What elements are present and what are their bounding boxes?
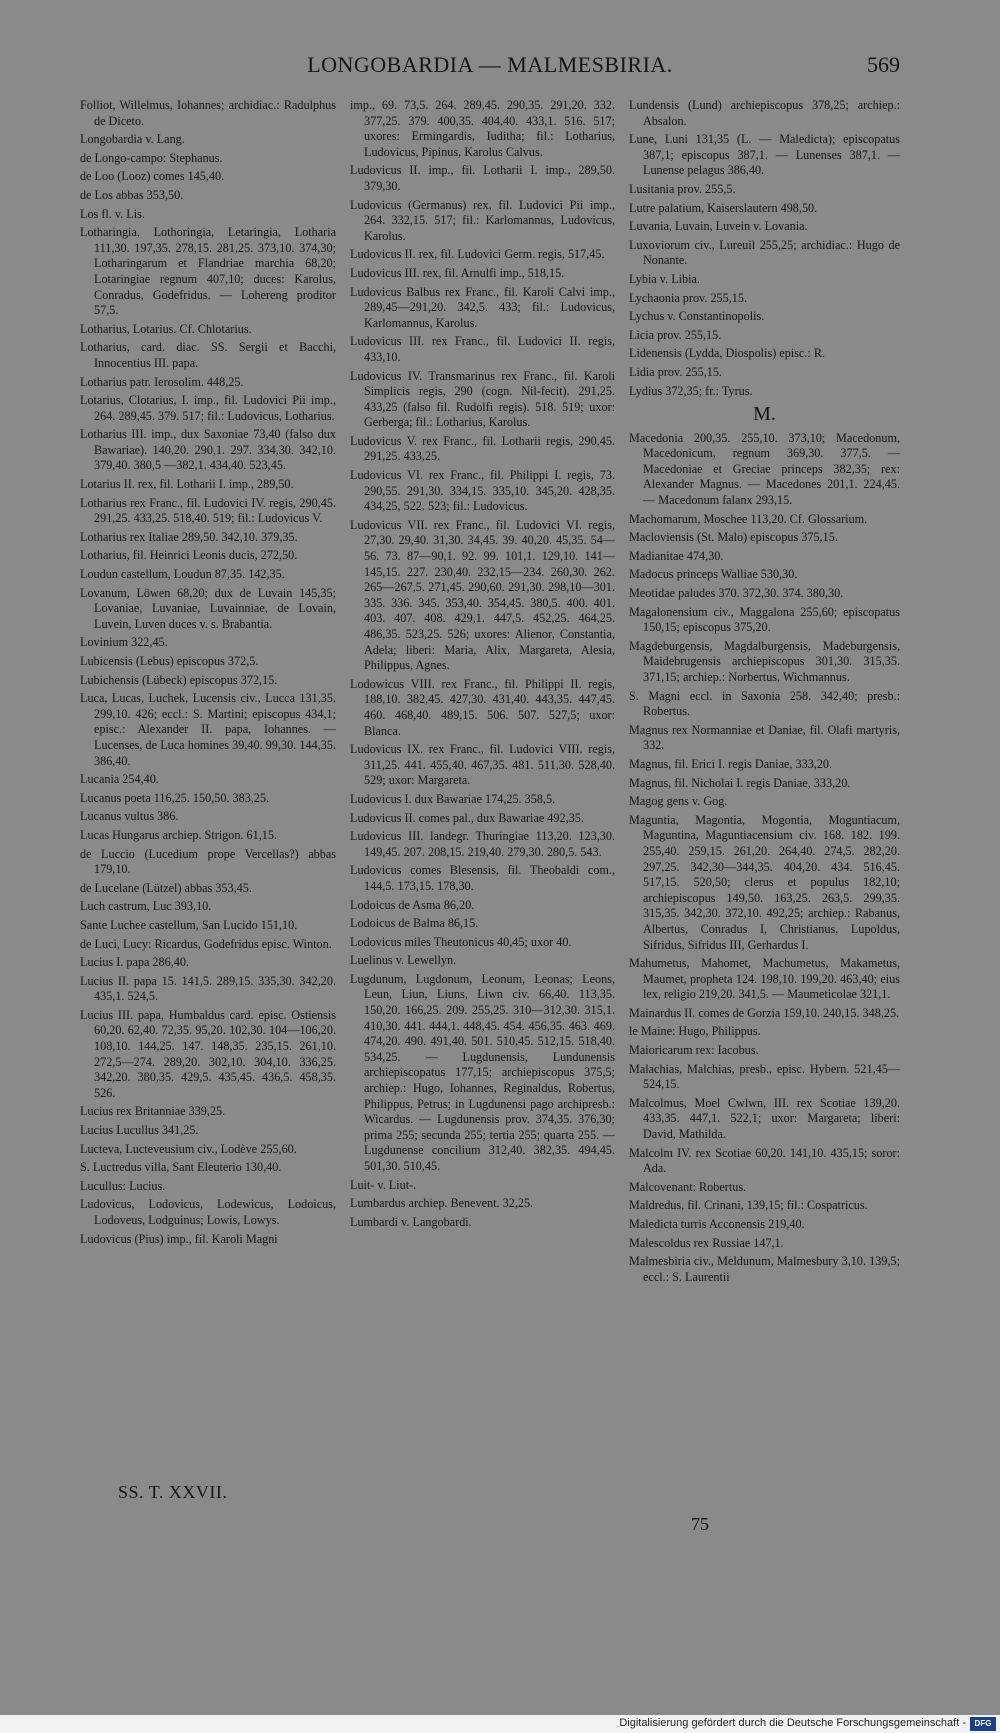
- index-entry: Ludovicus IX. rex Franc., fil. Ludovici VIII. regis, 311,25. 441. 455,40. 467,35. 481. 511,30. 528,40. 529; uxor: Margareta.: [350, 742, 615, 788]
- index-entry: Ludovicus III. rex, fil. Arnulfi imp., 518,15.: [350, 265, 565, 280]
- index-entry: Loudun castellum, Loudun 87,35. 142,35.: [80, 567, 285, 582]
- index-entry: Lidia prov. 255,15.: [629, 364, 722, 379]
- index-entry: de Lucelane (Lützel) abbas 353,45.: [80, 880, 252, 895]
- index-entry: Luxoviorum civ., Lureuil 255,25; archidiac.: Hugo de Nonante.: [629, 237, 900, 268]
- index-entry: Lune, Luni 131,35 (L. — Maledicta); episcopatus 387,1; episcopus 387,1. — Lunenses 387,1. — Lunense pelagus 386,40.: [629, 132, 900, 178]
- index-entry: Mainardus II. comes de Gorzia 159,10. 240,15. 348,25.: [629, 1005, 900, 1020]
- index-entry: Luit- v. Liut-.: [350, 1177, 417, 1192]
- index-entry: Malachias, Malchias, presb., episc. Hybern. 521,45—524,15.: [629, 1061, 900, 1092]
- index-entry: Lotarius II. rex, fil. Lotharii I. imp., 289,50.: [80, 477, 294, 492]
- index-entry: de Luccio (Lucedium prope Vercellas?) abbas 179,10.: [80, 846, 336, 877]
- index-entry: Lubicensis (Lebus) episcopus 372,5.: [80, 654, 259, 668]
- index-entry: Los fl. v. Lis.: [80, 206, 145, 221]
- index-entry: Malcovenant: Robertus.: [629, 1179, 747, 1194]
- index-entry: Lucanus vultus 386.: [80, 809, 179, 824]
- index-entry: Lychus v. Constantinopolis.: [629, 309, 765, 324]
- index-entry: Folliot, Willelmus, Iohannes; archidiac.: Radulphus de Diceto.: [80, 98, 336, 128]
- index-entry: Maldredus, fil. Crinani, 139,15; fil.: Cospatricus.: [629, 1198, 868, 1213]
- index-entry: Ludovicus Balbus rex Franc., fil. Karoli Calvi imp., 289,45—291,20. 342,5. 433; fil.: Ludovicus, Karlomannus, Karolus.: [350, 284, 615, 330]
- index-entry: de Loo (Looz) comes 145,40.: [80, 169, 225, 184]
- index-entry: Malmesbiria civ., Meldunum, Malmesbury 3,10. 139,5; eccl.: S. Laurentii: [629, 1254, 900, 1284]
- index-entry: Lugdunum, Lugdonum, Leonum, Leonas; Leons, Leun, Liun, Liuns, Liwn civ. 66,40. 113,35. 150,20. 166,25. 209. 255,25. 310—312,30. 315,1. 410,30. 441. 444,1. 448,45. 454. 456,35. 463. 469. 474,20. 490. 491,40. 501. 510,45. 512,15. 518,40. 534,25. — Lugdunensis, Lundunensis archiepiscopatus 177,15; archiepiscopus 375,5; archiep.: Hugo, Iohannes, Reginaldus, Robertus, Philippus, Petrus; in Lugdunensi pago archipresb.: Wicardus. — Lugdunensis prov. 374,35. 376,30; prima 255; secunda 255; tertia 255; quarta 255. — Lugdunense concilium 312,40. 382,35. 494,45. 501,30. 510,45.: [350, 971, 615, 1173]
- index-entry: Maioricarum rex: Iacobus.: [629, 1043, 759, 1058]
- index-entry: Lumbardi v. Langobardi.: [350, 1214, 472, 1229]
- index-entry: Macloviensis (St. Malo) episcopus 375,15.: [629, 530, 838, 545]
- index-column-3: [629, 98, 900, 1288]
- index-entry: Ludovicus III. rex Franc., fil. Ludovici II. regis, 433,10.: [350, 334, 615, 364]
- index-entry: Magnus rex Normanniae et Daniae, fil. Olafi martyris, 332.: [629, 722, 900, 753]
- index-entry: Luvania, Luvain, Luvein v. Lovania.: [629, 219, 808, 234]
- index-entry: Maledicta turris Acconensis 219,40.: [629, 1217, 805, 1231]
- index-entry: Lodovicus miles Theutonicus 40,45; uxor 40.: [350, 934, 572, 949]
- index-entry: S. Magni eccl. in Saxonia 258. 342,40; presb.: Robertus.: [629, 688, 900, 719]
- index-entry: Luca, Lucas, Luchek, Lucensis civ., Lucca 131,35. 299,10. 426; eccl.: S. Martini; episcopus 434,1; episc.: Alexander II. papa, Iohannes. — Lucenses, de Luca homines 39,40. 99,30. 144,35. 386,40.: [80, 691, 336, 768]
- index-entry: de Los abbas 353,50.: [80, 187, 184, 202]
- index-entry: Lucius rex Britanniae 339,25.: [80, 1104, 226, 1119]
- index-entry: Ludovicus V. rex Franc., fil. Lotharii regis, 290,45. 291,25. 433,25.: [350, 433, 615, 464]
- signature-mark: SS. T. XXVII.: [118, 1482, 228, 1502]
- index-entry: Ludovicus VII. rex Franc., fil. Ludovici VI. regis, 27,30. 29,40. 31,30. 34,45. 39. 40,20. 45,35. 54—56. 73. 87—90,1. 92. 99. 101,1. 129,10. 141—145,15. 227. 230,40. 232,15—234. 260,30. 262. 265—267,5. 271,45. 290,60. 291,30. 298,10—301. 335. 336. 345. 353,40. 354,45. 380,5. 400. 401. 403. 407. 408. 429,1. 447,5. 452,25. 464,25. 486,35. 523,25. 526; uxores: Alienor, Constantia, Adela; liberi: Maria, Alix, Margareta, Alesia, Philippus, Agnes.: [350, 517, 615, 673]
- index-entry: Lodowicus VIII. rex Franc., fil. Philippi II. regis, 188,10. 382,45. 427,30. 431,40. 443,35. 447,45. 460. 468,40. 489,15. 506. 507. 527,5; uxor: Blanca.: [350, 676, 615, 738]
- index-entry: Lidenensis (Lydda, Diospolis) episc.: R.: [629, 346, 825, 361]
- index-entry: Magnus, fil. Erici I. regis Daniae, 333,20.: [629, 756, 833, 771]
- digitization-footer: [0, 1715, 1000, 1733]
- dfg-logo: DFG: [970, 1717, 996, 1731]
- index-entry: Lodoicus de Balma 86,15.: [350, 916, 479, 931]
- letter-heading: M.: [753, 403, 776, 426]
- index-entry: S. Luctredus villa, Sant Eleuterio 130,40.: [80, 1160, 282, 1175]
- index-entry: Lotharius patr. Ierosolim. 448,25.: [80, 374, 244, 389]
- index-entry: Lucas Hungarus archiep. Strigon. 61,15.: [80, 827, 277, 842]
- index-entry: Ludovicus VI. rex Franc., fil. Philippi I. regis, 73. 290,55. 291,30. 334,15. 335,10. 345,20. 428,35. 434,25, 522. 523; fil.: Ludovicus.: [350, 468, 615, 514]
- footer-credit: Digitalisierung gefördert durch die Deutsche Forschungsgemeinschaft -: [619, 1717, 966, 1729]
- index-entry: Licia prov. 255,15.: [629, 327, 722, 342]
- index-column-1: [80, 98, 336, 1250]
- index-entry: Ludovicus II. rex, fil. Ludovici Germ. regis, 517,45.: [350, 247, 605, 262]
- index-entry: Maguntia, Magontia, Mogontia, Moguntiacum, Maguntina, Maguntiacensium civ. 168. 182. 199. 255,40. 259,15. 261,20. 264,40. 274,5. 282,20. 297,25. 342,30—344,35. 404,20. 434. 516,45. 517,15. 520,50; clerus et populus 182,10; archiepiscopus 149,50. 163,25. 263,5. 299,35. 315,35. 342,30. 372,10. 492,25; archiep.: Rabanus, Albertus, Conradus I, Christianus, Lupoldus, Sifridus, Sifridus III, Gerhardus I.: [629, 812, 900, 952]
- index-entry: Lucius Lucullus 341,25.: [80, 1123, 199, 1138]
- index-entry: Lydius 372,35; fr.: Tyrus.: [629, 383, 753, 398]
- index-entry: Lovanum, Löwen 68,20; dux de Luvain 145,35; Lovaniae, Luvaniae, Luvainniae, de Lovain, Luvein, Luven duces v. s. Brabantia.: [80, 585, 336, 631]
- index-entry: Madocus princeps Walliae 530,30.: [629, 567, 798, 582]
- index-entry: Lotharius rex Italiae 289,50. 342,10. 379,35.: [80, 529, 298, 544]
- index-entry: Malcolm IV. rex Scotiae 60,20. 141,10. 435,15; soror: Ada.: [629, 1145, 900, 1176]
- index-entry: Luch castrum, Luc 393,10.: [80, 899, 212, 914]
- index-entry: Lotharius, Lotarius. Cf. Chlotarius.: [80, 321, 252, 336]
- index-entry: Ludovicus I. dux Bawariae 174,25. 358,5.: [350, 791, 556, 806]
- index-entry: Lutre palatium, Kaiserslautern 498,50.: [629, 200, 818, 215]
- index-entry: Lovinium 322,45.: [80, 635, 168, 650]
- index-entry: Lucius II. papa 15. 141,5. 289,15. 335,30. 342,20. 435,1. 524,5.: [80, 973, 336, 1004]
- index-entry: le Maine: Hugo, Philippus.: [629, 1024, 761, 1039]
- index-entry: Malescoldus rex Russiae 147,1.: [629, 1235, 784, 1250]
- sheet-number: 75: [691, 1514, 709, 1534]
- index-entry: Lucteva, Lucteveusium civ., Lodève 255,60.: [80, 1141, 297, 1156]
- index-entry: Ludovicus III. landegr. Thuringiae 113,20. 123,30. 149,45. 207. 208,15. 219,40. 279,30. 280,5. 543.: [350, 829, 615, 859]
- index-entry: Magnus, fil. Nicholai I. regis Daniae, 333,20.: [629, 775, 851, 790]
- index-entry: Lybia v. Libia.: [629, 271, 700, 286]
- index-entry: Magalonensium civ., Maggalona 255,60; episcopatus 150,15; episcopus 375,20.: [629, 604, 900, 635]
- page-number: 569: [867, 52, 900, 77]
- index-entry: Luelinus v. Lewellyn.: [350, 953, 457, 968]
- index-entry: Lodoicus de Asma 86,20.: [350, 897, 475, 912]
- index-entry: Macedonia 200,35. 255,10. 373,10; Macedonum, Macedonicum, regnum 369,30. 377,5. — Macedoniae et Greciae princeps 382,35; rex: Alexander Magnus. — Macedones 201,1. 224,45. — Macedonum falanx 293,15.: [629, 430, 900, 508]
- index-entry: Sante Luchee castellum, San Lucido 151,10.: [80, 917, 298, 932]
- index-entry: Lotarius, Clotarius, I. imp., fil. Ludovici Pii imp., 264. 289,45. 379. 517; fil.: Ludovicus, Lotharius.: [80, 393, 336, 423]
- index-entry: Lotharius rex Franc., fil. Ludovici IV. regis, 290,45. 291,25. 433,25. 518,40. 519; fil.: Ludovicus V.: [80, 495, 336, 526]
- index-entry: de Longo-campo: Stephanus.: [80, 150, 223, 165]
- index-entry: Magog gens v. Gog.: [629, 794, 728, 809]
- index-entry: Lucania 254,40.: [80, 772, 159, 787]
- index-entry: Meotidae paludes 370. 372,30. 374. 380,30.: [629, 586, 844, 601]
- index-entry: Ludovicus, Lodovicus, Lodewicus, Lodoicus, Lodoveus, Lodguinus; Lowis, Lowys.: [80, 1197, 336, 1227]
- index-entry: Lotharius, card. diac. SS. Sergii et Bacchi, Innocentius III. papa.: [80, 340, 336, 370]
- index-entry: Malcolmus, Moel Cwlwn, III. rex Scotiae 139,20. 433,35. 447,1. 522,1; uxor: Margareta; liberi: David, Mathilda.: [629, 1095, 900, 1142]
- index-entry: Lusitania prov. 255,5.: [629, 181, 736, 196]
- index-entry: Lubichensis (Lübeck) episcopus 372,15.: [80, 672, 278, 687]
- index-entry: Lucius I. papa 286,40.: [80, 955, 189, 970]
- index-entry: Madianitae 474,30.: [629, 548, 724, 563]
- index-entry: Ludovicus II. comes pal., dux Bawariae 492,35.: [350, 810, 584, 825]
- index-entry: Lumbardus archiep. Benevent. 32,25.: [350, 1196, 534, 1211]
- index-entry: Lotharius III. imp., dux Saxoniae 73,40 (falso dux Bawariae). 140,20. 290,1. 297. 334,30. 342,10. 379,40. 380,5 —382,1. 434,40. 523,45.: [80, 427, 336, 473]
- index-entry: Lotharius, fil. Heinrici Leonis ducis, 272,50.: [80, 548, 298, 563]
- index-entry: Machomarum, Moschee 113,20. Cf. Glossarium.: [629, 511, 868, 526]
- index-entry: Lychaonia prov. 255,15.: [629, 290, 748, 305]
- index-entry: Lundensis (Lund) archiepiscopus 378,25; archiep.: Absalon.: [629, 98, 900, 128]
- index-entry: Ludovicus (Germanus) rex, fil. Ludovici Pii imp., 264. 332,15. 517; fil.: Karlomannus, Ludovicus, Karolus.: [350, 197, 615, 243]
- index-entry: Mahumetus, Mahomet, Machumetus, Makametus, Maumet, propheta 124. 198,10. 199,20. 463,40; eius lex, religio 219,20. 341,5. — Maumeticolae 321,1.: [629, 956, 900, 1002]
- running-title: LONGOBARDIA — MALMESBIRIA.: [307, 52, 673, 77]
- index-entry: Lucanus poeta 116,25. 150,50. 383,25.: [80, 790, 270, 805]
- index-entry: Ludovicus comes Blesensis, fil. Theobaldi com., 144,5. 173,15. 178,30.: [350, 863, 615, 893]
- page-header: [80, 52, 900, 84]
- index-entry: Ludovicus II. imp., fil. Lotharii I. imp., 289,50. 379,30.: [350, 163, 615, 193]
- index-entry: Lucullus: Lucius.: [80, 1178, 166, 1193]
- index-entry: Lotharingia, Lothoringia, Letaringia, Lotharia 111,30. 197,35. 278,15. 281,25. 373,10. 374,30; Lotharingarum et Flandriae marchia 68,20; Lotaringiae regnum 407,10; duces: Karolus, Conradus, Godefridus. — Lohereng proditor 57,5.: [80, 225, 336, 318]
- index-entry: imp., 69. 73,5. 264. 289,45. 290,35. 291,20. 332. 377,25. 379. 400,35. 404,40. 433,1. 516. 517; uxores: Ermingardis, Iuditha; fil.: Lotharius, Ludovicus, Pipinus, Karolus Calvus.: [350, 98, 615, 159]
- index-column-2: [350, 98, 615, 1233]
- index-entry: Ludovicus (Pius) imp., fil. Karoli Magni: [80, 1231, 278, 1246]
- index-entry: Magdeburgensis, Magdalburgensis, Madeburgensis, Maidebrugensis archiepiscopus 301,30. 315,35. 371,15; archiep.: Norbertus, Wichmannus.: [629, 638, 900, 684]
- index-entry: de Luci, Lucy: Ricardus, Godefridus episc. Winton.: [80, 936, 332, 951]
- index-entry: Longobardia v. Lang.: [80, 132, 185, 147]
- index-entry: Ludovicus IV. Transmarinus rex Franc., fil. Karoli Simplicis regis, 290 (cogn. Nil-fecit). 291,25. 433,25 (falso fil. Rudolfi regis). 518. 519; uxor: Gerberga; fil.: Lotharius, Karolus.: [350, 368, 615, 430]
- index-entry: Lucius III. papa, Humbaldus card. episc. Ostiensis 60,20. 62,40. 72,35. 95,20. 102,30. 104—106,20. 108,10. 144,25. 147. 148,35. 235,15. 261,10. 272,5—274. 289,20. 302,10. 304,10. 336,25. 342,20. 380,35. 429,5. 435,45. 436,5. 458,35. 526.: [80, 1007, 336, 1100]
